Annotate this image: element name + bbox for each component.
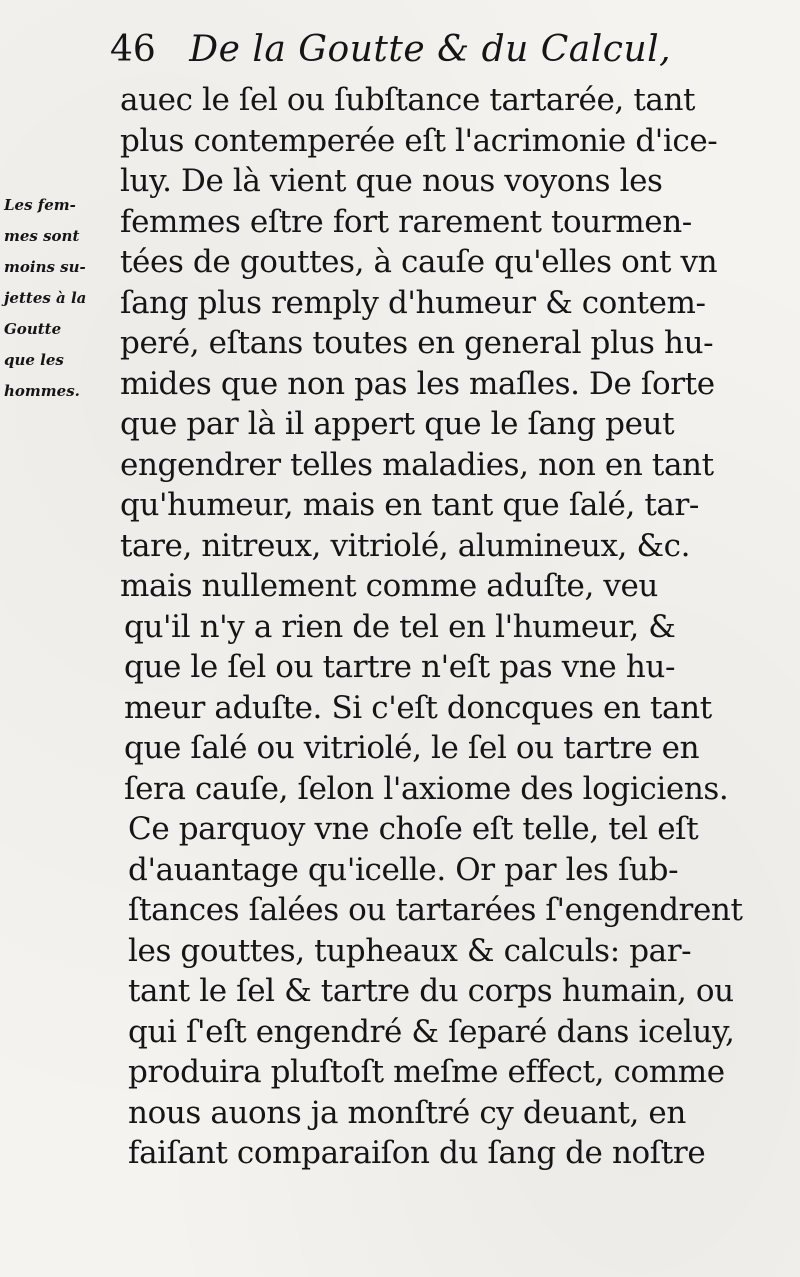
text-line: d'auantage qu'icelle. Or par les ſub- xyxy=(128,851,679,888)
text-line: faiſant comparaiſon du ſang de noſtre xyxy=(128,1135,706,1171)
margin-note-line: moins su- xyxy=(4,258,86,276)
page-number: 46 xyxy=(110,29,156,70)
text-line: mais nullement comme aduſte, veu xyxy=(120,568,658,604)
margin-note-line: mes sont xyxy=(4,227,80,245)
margin-note-line: jettes à la xyxy=(4,289,87,307)
text-line: tées de gouttes, à cauſe qu'elles ont vn xyxy=(120,244,718,280)
text-line: qu'humeur, mais en tant que ſalé, tar- xyxy=(120,487,699,523)
text-line: femmes eſtre fort rarement tourmen- xyxy=(120,203,692,240)
margin-note-line: hommes. xyxy=(4,382,80,400)
text-line: produira pluſtoſt meſme effect, comme xyxy=(128,1054,725,1090)
text-line: ſera cauſe, ſelon l'axiome des logiciens. xyxy=(124,770,729,807)
margin-note-line: que les xyxy=(4,351,64,369)
text-line: Ce parquoy vne choſe eſt telle, tel eſt xyxy=(128,811,699,847)
page-header xyxy=(110,28,671,72)
margin-note xyxy=(4,190,114,407)
text-line: les gouttes, tupheaux & calculs: par- xyxy=(128,932,692,969)
text-line: nous auons ja monſtré cy deuant, en xyxy=(128,1094,686,1131)
body-text xyxy=(118,80,743,1174)
text-line: plus contemperée eſt l'acrimonie d'ice- xyxy=(120,122,718,159)
text-line: tant le ſel & tartre du corps humain, ou xyxy=(128,973,734,1009)
margin-note-line: Goutte xyxy=(4,320,62,338)
text-line: ſtances ſalées ou tartarées ſ'engendrent xyxy=(128,892,743,928)
text-line: qui ſ'eſt engendré & ſeparé dans iceluy, xyxy=(128,1013,735,1050)
text-line: que le ſel ou tartre n'eſt pas vne hu- xyxy=(124,649,676,685)
running-title: De la Goutte & du Calcul, xyxy=(189,29,672,70)
text-line: meur aduſte. Si c'eſt doncques en tant xyxy=(124,689,712,726)
text-line: ſang plus remply d'humeur & contem- xyxy=(120,284,706,321)
text-line: que par là il appert que le ſang peut xyxy=(120,406,675,442)
text-line: mides que non pas les maſles. De ſorte xyxy=(120,365,715,402)
text-line: peré, eſtans toutes en general plus hu- xyxy=(120,325,714,361)
text-line: que ſalé ou vitriolé, le ſel ou tartre en xyxy=(124,730,700,766)
text-line: auec le ſel ou ſubſtance tartarée, tant xyxy=(120,82,696,118)
margin-note-line: Les fem- xyxy=(4,196,76,214)
text-line: luy. De là vient que nous voyons les xyxy=(120,163,663,199)
text-line: tare, nitreux, vitriolé, alumineux, &c. xyxy=(120,527,691,564)
text-line: engendrer telles maladies, non en tant xyxy=(120,446,714,483)
text-line: qu'il n'y a rien de tel en l'humeur, & xyxy=(124,608,676,645)
